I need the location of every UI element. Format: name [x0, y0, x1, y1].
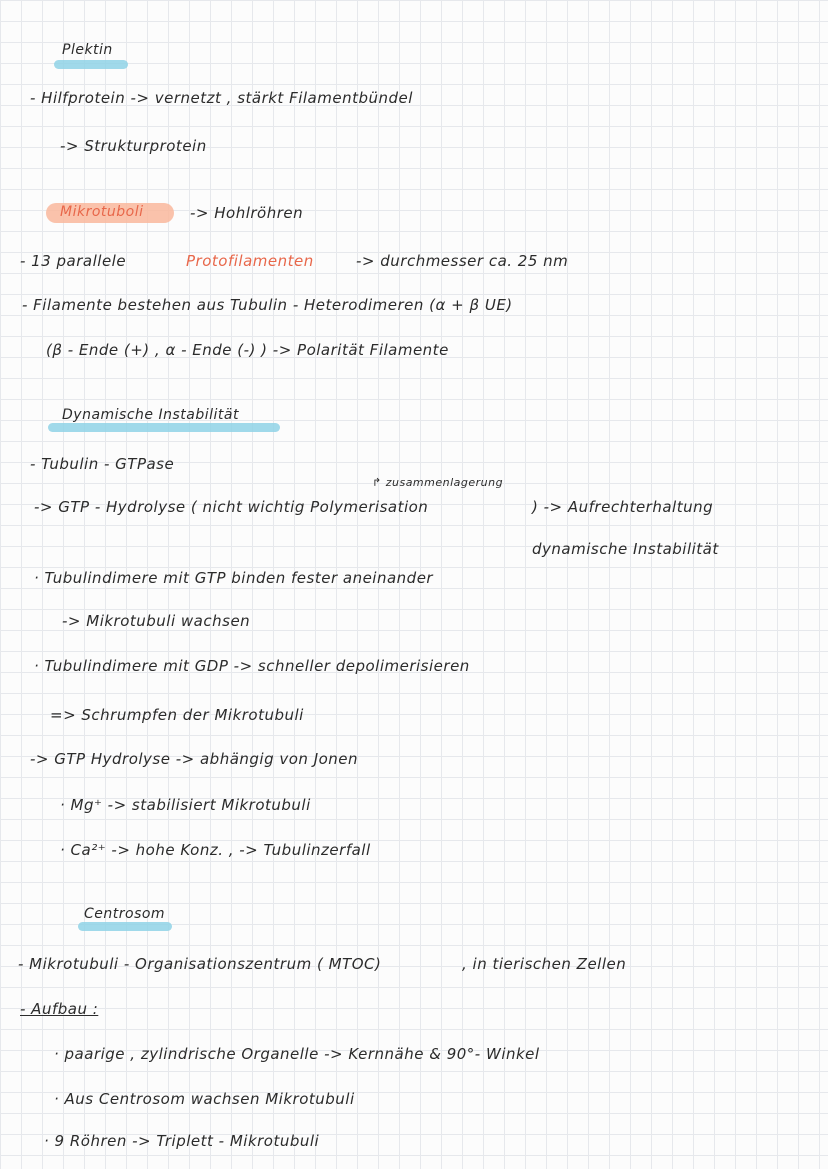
heading-dynamische-instabilitaet: Dynamische Instabilität — [62, 407, 239, 423]
centrosom-line-3: · paarige , zylindrische Organelle -> Kernnähe & 90°- Winkel — [54, 1045, 540, 1063]
dynamische-note-small: ↱ zusammenlagerung — [372, 476, 504, 489]
plektin-line-1: - Hilfprotein -> vernetzt , stärkt Filamentbündel — [30, 89, 413, 107]
mikrotubuli-line-1b: Protofilamenten — [186, 252, 314, 270]
mikrotubuli-title-suffix: -> Hohlröhren — [190, 204, 304, 222]
heading-plektin: Plektin — [62, 42, 113, 58]
dynamische-line-7: -> GTP Hydrolyse -> abhängig von Jonen — [30, 750, 359, 768]
heading-centrosom: Centrosom — [84, 906, 166, 922]
centrosom-line-1-end: , in tierischen Zellen — [462, 955, 627, 973]
centrosom-line-2: - Aufbau : — [20, 1000, 99, 1018]
dynamische-line-5: · Tubulindimere mit GDP -> schneller depolimerisieren — [34, 657, 470, 675]
dynamische-line-4: -> Mikrotubuli wachsen — [62, 612, 251, 630]
dynamische-line-6: => Schrumpfen der Mikrotubuli — [50, 706, 304, 724]
centrosom-line-1: - Mikrotubuli - Organisationszentrum ( MTOC) — [18, 955, 382, 973]
plektin-line-2: -> Strukturprotein — [60, 137, 207, 155]
highlight-dynamische — [48, 423, 280, 432]
highlight-plektin — [54, 60, 128, 69]
highlight-centrosom — [78, 922, 172, 931]
mikrotubuli-line-1c: -> durchmesser ca. 25 nm — [356, 252, 569, 270]
dynamische-line-3: · Tubulindimere mit GTP binden fester aneinander — [34, 569, 434, 587]
centrosom-line-5: · 9 Röhren -> Triplett - Mikrotubuli — [44, 1132, 320, 1150]
dynamische-line-1: - Tubulin - GTPase — [30, 455, 175, 473]
mikrotubuli-line-1a: - 13 parallele — [20, 252, 127, 270]
dynamische-line-9: · Ca²⁺ -> hohe Konz. , -> Tubulinzerfall — [60, 841, 371, 859]
dynamische-line-8: · Mg⁺ -> stabilisiert Mikrotubuli — [60, 796, 311, 814]
centrosom-line-4: · Aus Centrosom wachsen Mikrotubuli — [54, 1090, 355, 1108]
mikrotubuli-line-3: (β - Ende (+) , α - Ende (-) ) -> Polarität Filamente — [46, 341, 449, 359]
dynamische-line-2-cont: dynamische Instabilität — [532, 540, 719, 558]
heading-mikrotubuli: Mikrotuboli — [60, 204, 144, 220]
mikrotubuli-line-2: - Filamente bestehen aus Tubulin - Heterodimeren (α + β UE) — [22, 296, 513, 314]
dynamische-line-2-end: ) -> Aufrechterhaltung — [532, 498, 714, 516]
dynamische-line-2: -> GTP - Hydrolyse ( nicht wichtig Polymerisation — [34, 498, 429, 516]
